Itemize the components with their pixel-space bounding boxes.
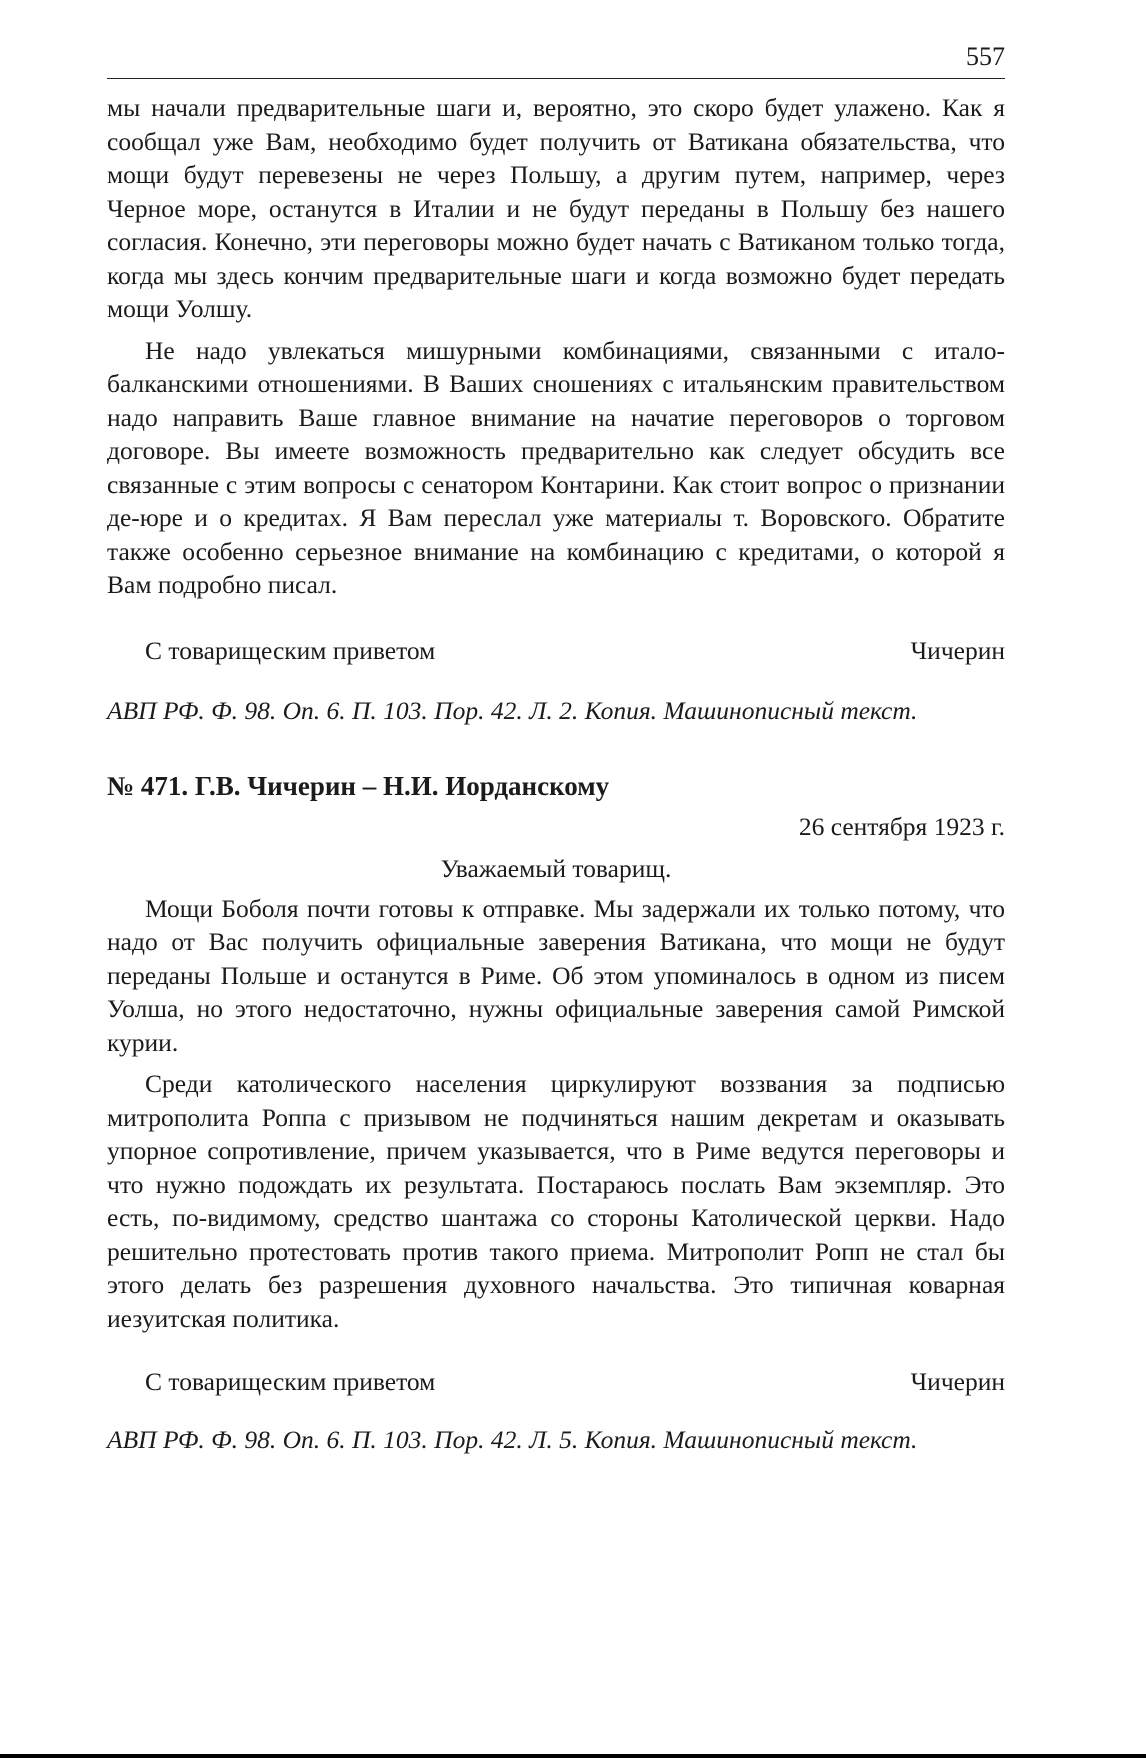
paragraph-continuation: мы начали предварительные шаги и, вероятно, это скоро будет улажено. Как я сообщал уже Вам, необходимо будет получить от Ватикана обязательства, что мощи будут перевезены не через Польшу, а другим путем, например, через Черное море, останутся в Италии и не будут переданы в Польшу без нашего согласия. Конечно, эти переговоры можно будет начать с Ватиканом только тогда, когда мы здесь кончим предварительные шаги и когда возможно будет передать мощи Уолшу.: [107, 93, 1005, 323]
spacer: [107, 728, 1005, 768]
spacer: [107, 326, 1005, 334]
spacer: [107, 1399, 1005, 1423]
page-number: 557: [966, 42, 1005, 71]
document-heading: № 471. Г.В. Чичерин – Н.И. Иорданскому: [107, 770, 610, 801]
closing-text: С товарищеским приветом: [145, 635, 436, 665]
header-rule: [107, 78, 1005, 79]
closing-text: С товарищеским приветом: [145, 1367, 436, 1396]
archive-source: АВП РФ. Ф. 98. Оп. 6. П. 103. Пор. 42. Л. 2. Копия. Машинописный текст.: [107, 695, 918, 725]
paragraph: Не надо увлекаться мишурными комбинациями, связанными с итало-балканскими отношениями. В Ваших сношениях с итальянским правительством надо направить Ваше главное внимание на начатие переговоров о торговом договоре. Вы имеете возможность предварительно как следует обсудить все связанные с этим вопросы с сенатором Контарини. Как стоит вопрос о признании де-юре и о кредитах. Я Вам переслал уже материалы т. Воровского. Обратите также особенно серьезное внимание на комбинацию с кредитами, о которой я Вам подробно писал.: [107, 335, 1005, 599]
spacer: [107, 1335, 1005, 1365]
signature-block: [107, 1365, 1005, 1399]
archive-source: АВП РФ. Ф. 98. Оп. 6. П. 103. Пор. 42. Л. 5. Копия. Машинописный текст.: [107, 1425, 918, 1454]
paragraph: Мощи Боболя почти готовы к отправке. Мы задержали их только потому, что надо от Вас получить официальные заверения Ватикана, что мощи не будут переданы Польше и останутся в Риме. Об этом упоминалось в одном из писем Уолша, но этого недостаточно, нужны официальные заверения самой Римской курии.: [107, 893, 1005, 1057]
document-page: [107, 40, 1005, 1457]
signature-block: [107, 634, 1005, 668]
spacer: [107, 602, 1005, 634]
spacer: [107, 1059, 1005, 1067]
scan-edge-line: [0, 1754, 1146, 1758]
spacer: [107, 844, 1005, 852]
signature: Чичерин: [910, 1367, 1005, 1396]
spacer: [107, 668, 1005, 694]
signature: Чичерин: [910, 635, 1005, 665]
paragraph: Среди католического населения циркулируют воззвания за подписью митрополита Роппа с призывом не подчиняться нашим декретам и оказывать упорное сопротивление, причем указывается, что в Риме ведутся переговоры и что нужно подождать их результата. Постараюсь послать Вам экземпляр. Это есть, по-видимому, средство шантажа со стороны Католической церкви. Надо решительно протестовать против такого приема. Митрополит Ропп не стал бы этого делать без разрешения духовного начальства. Это типичная коварная иезуитская политика.: [107, 1069, 1005, 1333]
document-date: 26 сентября 1923 г.: [798, 811, 1005, 841]
salutation: Уважаемый товарищ.: [440, 853, 672, 883]
